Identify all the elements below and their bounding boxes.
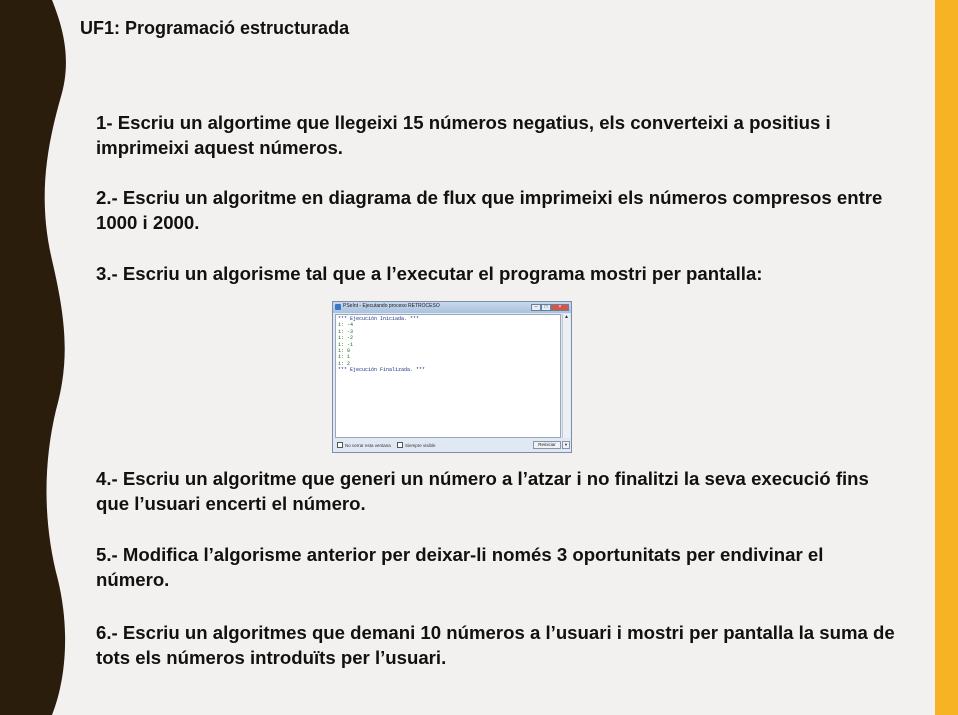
pseint-app-icon xyxy=(335,304,341,310)
slide-title: UF1: Programació estructurada xyxy=(80,18,350,38)
checkbox-icon xyxy=(397,442,403,448)
maximize-icon: □ xyxy=(541,304,551,311)
restart-button: Reiniciar xyxy=(533,441,561,449)
keep-open-checkbox xyxy=(337,442,391,448)
console-titlebar xyxy=(333,302,571,313)
console-window-title: PSeInt - Ejecutando proceso RETROCESO xyxy=(343,303,440,309)
exercise-3: 3.- Escriu un algorisme tal que a l’executar el programa mostri per pantalla: xyxy=(96,263,763,284)
console-footer xyxy=(335,440,571,451)
exercise-4: 4.- Escriu un algoritme que generi un número a l’atzar i no finalitzi la seva execució fins que l’usuari encerti el número. xyxy=(96,468,869,514)
checkbox-icon xyxy=(337,442,343,448)
exercise-1: 1- Escriu un algortime que llegeixi 15 números negatius, els converteixi a positius i imprimeixi aquest números. xyxy=(96,112,831,158)
console-line: *** Ejecución Finalizada. *** xyxy=(338,367,426,374)
decorative-wave-band xyxy=(0,0,80,715)
keep-open-label: No cerrar esta ventana xyxy=(345,442,391,448)
console-line: i: -1 xyxy=(338,341,354,348)
wave-shape xyxy=(0,0,66,715)
console-line: i: -2 xyxy=(338,335,354,342)
minimize-icon: – xyxy=(531,304,541,311)
scroll-up-arrow-icon: ▲ xyxy=(564,314,569,320)
exercise-2: 2.- Escriu un algoritme en diagrama de flux que imprimeixi els números compresos entre 1000 i 2000. xyxy=(96,187,883,233)
console-line: i: 1 xyxy=(338,354,351,361)
console-line: i: -4 xyxy=(338,322,354,329)
exercise-5: 5.- Modifica l’algorisme anterior per deixar-li només 3 oportunitats per endivinar el número. xyxy=(96,544,824,590)
console-line: *** Ejecución Iniciada. *** xyxy=(338,316,420,322)
exercise-6: 6.- Escriu un algoritmes que demani 10 números a l’usuari i mostri per pantalla la suma de tots els números introduïts per l’usuari. xyxy=(96,622,895,668)
dropdown-arrow-icon: ▾ xyxy=(562,441,570,449)
always-visible-checkbox xyxy=(397,442,436,448)
always-visible-label: Siempre visible xyxy=(405,442,436,448)
console-line: i: 2 xyxy=(338,360,351,367)
console-output xyxy=(335,314,561,438)
console-scrollbar xyxy=(562,314,570,438)
close-icon: × xyxy=(551,304,569,311)
console-line: i: 0 xyxy=(338,347,351,354)
console-window-screenshot xyxy=(332,301,572,453)
accent-side-bar xyxy=(935,0,958,715)
console-line: i: -3 xyxy=(338,328,354,335)
